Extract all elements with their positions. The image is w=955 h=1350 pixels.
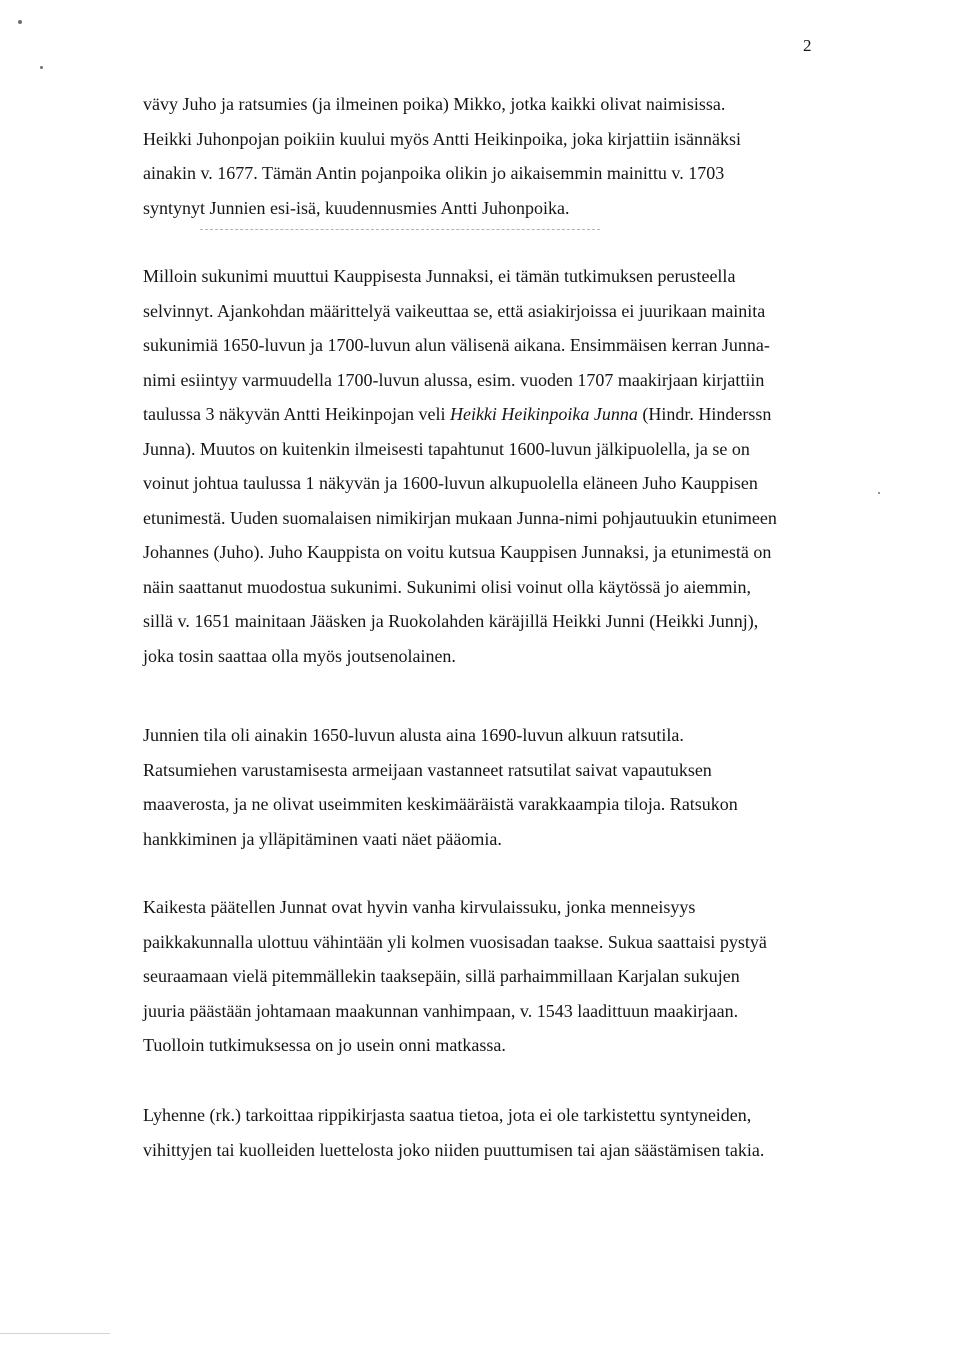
- text-line: Kaikesta päätellen Junnat ovat hyvin vanha kirvulaissuku, jonka menneisyys: [143, 897, 696, 917]
- scan-speck: [878, 492, 880, 494]
- pencil-underline: [200, 229, 600, 231]
- paragraph-1: [143, 87, 833, 225]
- text-line: selvinnyt. Ajankohdan määrittelyä vaikeuttaa se, että asiakirjoissa ei juurikaan mainita: [143, 300, 766, 321]
- text-line: Junna). Muutos on kuitenkin ilmeisesti tapahtunut 1600-luvun jälkipuolella, ja se on: [143, 438, 750, 459]
- text-line: Tuolloin tutkimuksessa on jo usein onni matkassa.: [143, 1035, 506, 1055]
- scan-speck: [40, 66, 43, 69]
- text-segment: (Hindr. Hinderssn: [642, 404, 772, 424]
- text-line: näin saattanut muodostua sukunimi. Sukunimi olisi voinut olla käytössä jo aiemmin,: [143, 576, 751, 597]
- paragraph-3: [143, 718, 833, 856]
- text-line: Johannes (Juho). Juho Kauppista on voitu kutsua Kauppisen Junnaksi, ja etunimestä on: [143, 542, 772, 562]
- text-line: maaverosta, ja ne olivat useimmiten keskimääräistä varakkaampia tiloja. Ratsukon: [143, 794, 738, 814]
- text-segment: taulussa 3 näkyvän Antti Heikinpojan veli: [143, 404, 446, 424]
- text-line: ainakin v. 1677. Tämän Antin pojanpoika olikin jo aikaisemmin mainittu v. 1703: [143, 163, 725, 183]
- paragraph-4: [143, 890, 833, 1063]
- text-line: nimi esiintyy varmuudella 1700-luvun alussa, esim. vuoden 1707 maakirjaan kirjattiin: [143, 369, 765, 390]
- text-line: hankkiminen ja ylläpitäminen vaati näet pääomia.: [143, 828, 502, 849]
- text-line: Ratsumiehen varustamisesta armeijaan vastanneet ratsutilat saivat vapautuksen: [143, 759, 712, 780]
- text-line: voinut johtua taulussa 1 näkyvän ja 1600-luvun alkupuolella eläneen Juho Kauppisen: [143, 473, 758, 493]
- text-line: Junnien tila oli ainakin 1650-luvun alusta aina 1690-luvun alkuun ratsutila.: [143, 725, 684, 745]
- text-line: joka tosin saattaa olla myös joutsenolainen.: [143, 645, 456, 666]
- text-line: Milloin sukunimi muuttui Kauppisesta Junnaksi, ei tämän tutkimuksen perusteella: [143, 266, 736, 286]
- text-line: etunimestä. Uuden suomalaisen nimikirjan mukaan Junna-nimi pohjautuukin etunimeen: [143, 507, 777, 528]
- text-line: vävy Juho ja ratsumies (ja ilmeinen poika) Mikko, jotka kaikki olivat naimisissa.: [143, 94, 726, 114]
- text-line-mixed: [143, 397, 833, 432]
- text-line: vihittyjen tai kuolleiden luettelosta joko niiden puuttumisen tai ajan säästämisen takia.: [143, 1139, 765, 1160]
- text-line: paikkakunnalla ulottuu vähintään yli kolmen vuosisadan taakse. Sukua saattaisi pystyä: [143, 931, 767, 952]
- text-line: Lyhenne (rk.) tarkoittaa rippikirjasta saatua tietoa, jota ei ole tarkistettu syntyneiden,: [143, 1105, 752, 1125]
- italic-name: Heikki Heikinpoika Junna: [449, 404, 638, 424]
- text-line: sillä v. 1651 mainitaan Jääsken ja Ruokolahden käräjillä Heikki Junni (Heikki Junnj),: [143, 611, 759, 631]
- text-line: seuraamaan vielä pitemmällekin taaksepäin, sillä parhaimmillaan Karjalan sukujen: [143, 966, 740, 986]
- text-line: Heikki Juhonpojan poikiin kuului myös Antti Heikinpoika, joka kirjattiin isännäksi: [143, 128, 741, 149]
- text-line: syntynyt Junnien esi-isä, kuudennusmies Antti Juhonpoika.: [143, 197, 570, 218]
- page-number: 2: [803, 36, 812, 55]
- text-line: juuria päästään johtamaan maakunnan vanhimpaan, v. 1543 laadittuun maakirjaan.: [143, 1000, 739, 1021]
- footer-rule: [0, 1333, 110, 1334]
- paragraph-2: [143, 259, 833, 673]
- scan-speck: [18, 20, 22, 24]
- text-line: sukunimiä 1650-luvun ja 1700-luvun alun välisenä aikana. Ensimmäisen kerran Junna-: [143, 335, 770, 355]
- paragraph-5: [143, 1098, 833, 1167]
